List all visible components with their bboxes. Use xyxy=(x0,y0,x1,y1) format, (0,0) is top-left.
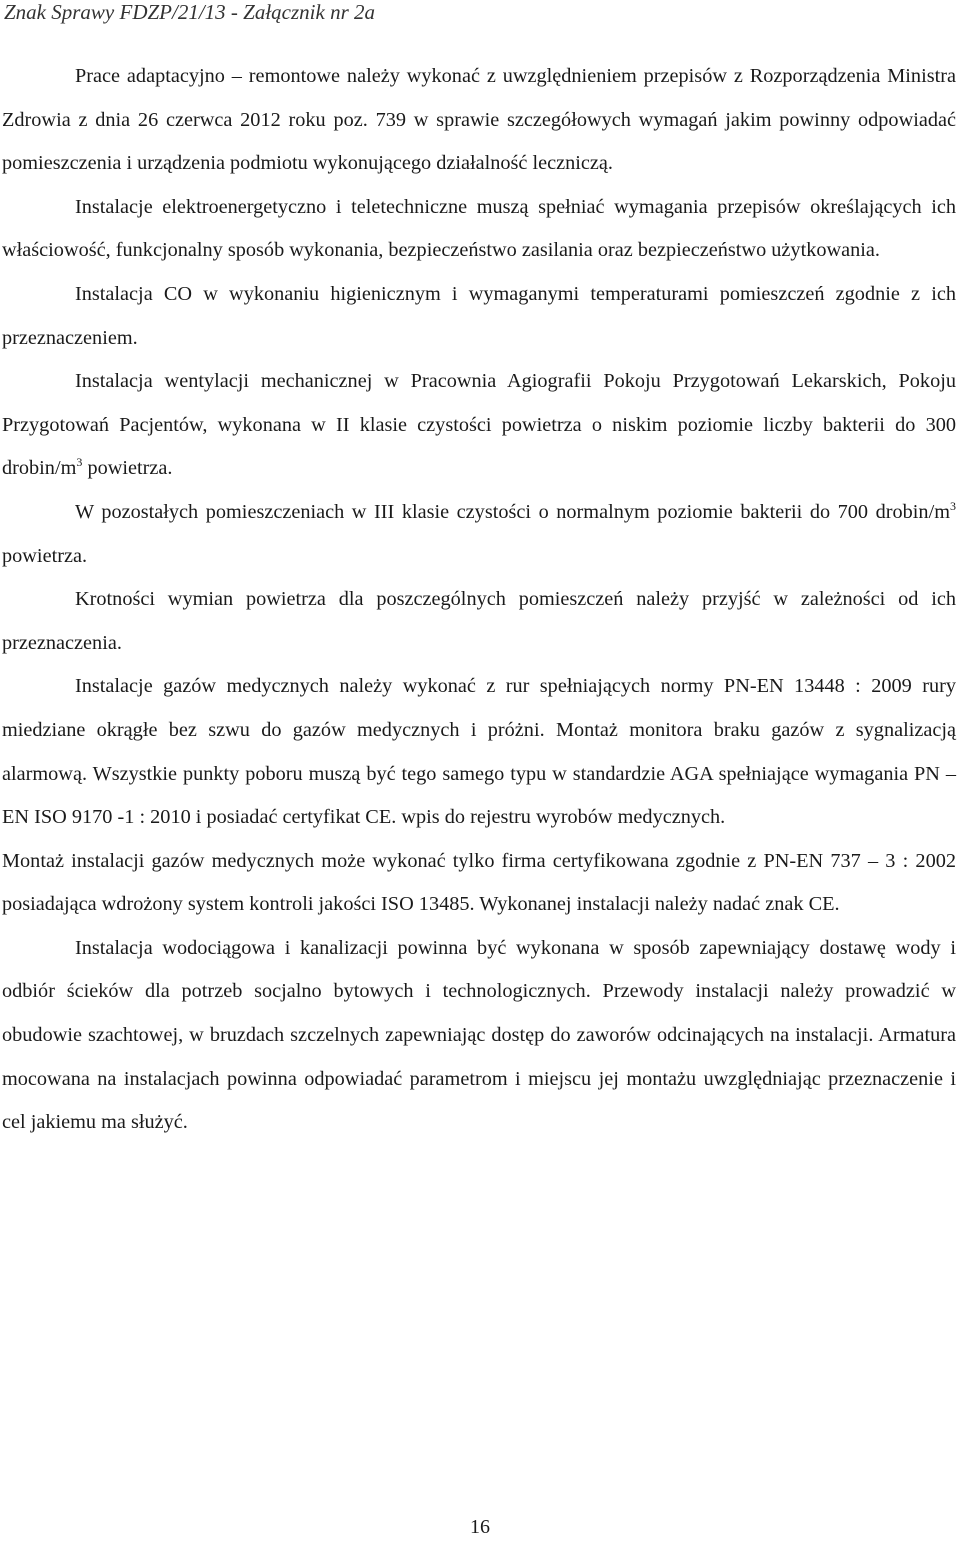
superscript-3: 3 xyxy=(76,455,83,470)
paragraph-electrical-installations: Instalacje elektroenergetyczno i teletechniczne muszą spełniać wymagania przepisów określających ich właściowość, funkcjonalny sposób wykonania, bezpieczeństwo zasilania oraz bezpieczeństwo użytkowania. xyxy=(2,195,956,262)
paragraph-ventilation-class-ii xyxy=(2,360,956,491)
paragraph-text: powietrza. xyxy=(82,457,173,480)
paragraph-air-exchange-rates: Krotności wymian powietrza dla poszczególnych pomieszczeń należy przyjść w zależności od ich przeznaczenia. xyxy=(2,588,956,654)
paragraph-medical-gas-installations: Instalacje gazów medycznych należy wykonać z rur spełniających normy PN-EN 13448 : 2009 rury miedziane okrągłe bez szwu do gazów medycznych i próżni. Montaż monitora braku gazów z sygnalizacją alarmową. Wszystkie punkty poboru muszą być tego samego typu w standardzie AGA spełniające wymagania PN – EN ISO 9170 -1 : 2010 i posiadać certyfikat CE. wpis do rejestru wyrobów medycznych. xyxy=(2,675,956,829)
paragraph-ventilation-class-iii xyxy=(2,491,956,578)
page-number: 16 xyxy=(470,1516,490,1538)
document-header: Znak Sprawy FDZP/21/13 - Załącznik nr 2a xyxy=(4,0,375,24)
paragraph-text: Instalacja wentylacji mechanicznej w Pracownia Agiografii Pokoju Przygotowań Lekarskich, Pokoju Przygotowań Pacjentów, wykonana w II klasie czystości powietrza o niskim poziomie liczby bakterii do 300 drobin/m xyxy=(2,370,956,480)
paragraph-heating-installation: Instalacja CO w wykonaniu higienicznym i wymaganymi temperaturami pomieszczeń zgodnie z ich przeznaczeniem. xyxy=(2,282,956,349)
paragraph-medical-gas-assembly: Montaż instalacji gazów medycznych może wykonać tylko firma certyfikowana zgodnie z PN-EN 737 – 3 : 2002 posiadająca wdrożony system kontroli jakości ISO 13485. Wykonanej instalacji należy nadać znak CE. xyxy=(2,849,956,916)
paragraph-adaptation-works: Prace adaptacyjno – remontowe należy wykonać z uwzględnieniem przepisów z Rozporządzenia Ministra Zdrowia z dnia 26 czerwca 2012 roku poz. 739 w sprawie szczegółowych wymagań jakim powinny odpowiadać pomieszczenia i urządzenia podmiotu wykonującego działalność leczniczą. xyxy=(2,65,956,175)
superscript-3: 3 xyxy=(950,498,956,513)
paragraph-water-sewage-installation: Instalacja wodociągowa i kanalizacji powinna być wykonana w sposób zapewniający dostawę wody i odbiór ścieków dla potrzeb socjalno bytowych i technologicznych. Przewody instalacji należy prowadzić w obudowie szachtowej, w bruzdach szczelnych zapewniając dostęp do zaworów odcinających na instalacji. Armatura mocowana na instalacjach powinna odpowiadać parametrom i miejscu jej montażu uwzględniając przeznaczenie i cel jakiemu ma służyć. xyxy=(2,936,956,1134)
paragraph-text: W pozostałych pomieszczeniach w III klasie czystości o normalnym poziomie bakterii do 700 drobin/m xyxy=(75,500,950,523)
paragraph-text: powietrza. xyxy=(2,544,88,567)
document-body xyxy=(2,55,956,1145)
